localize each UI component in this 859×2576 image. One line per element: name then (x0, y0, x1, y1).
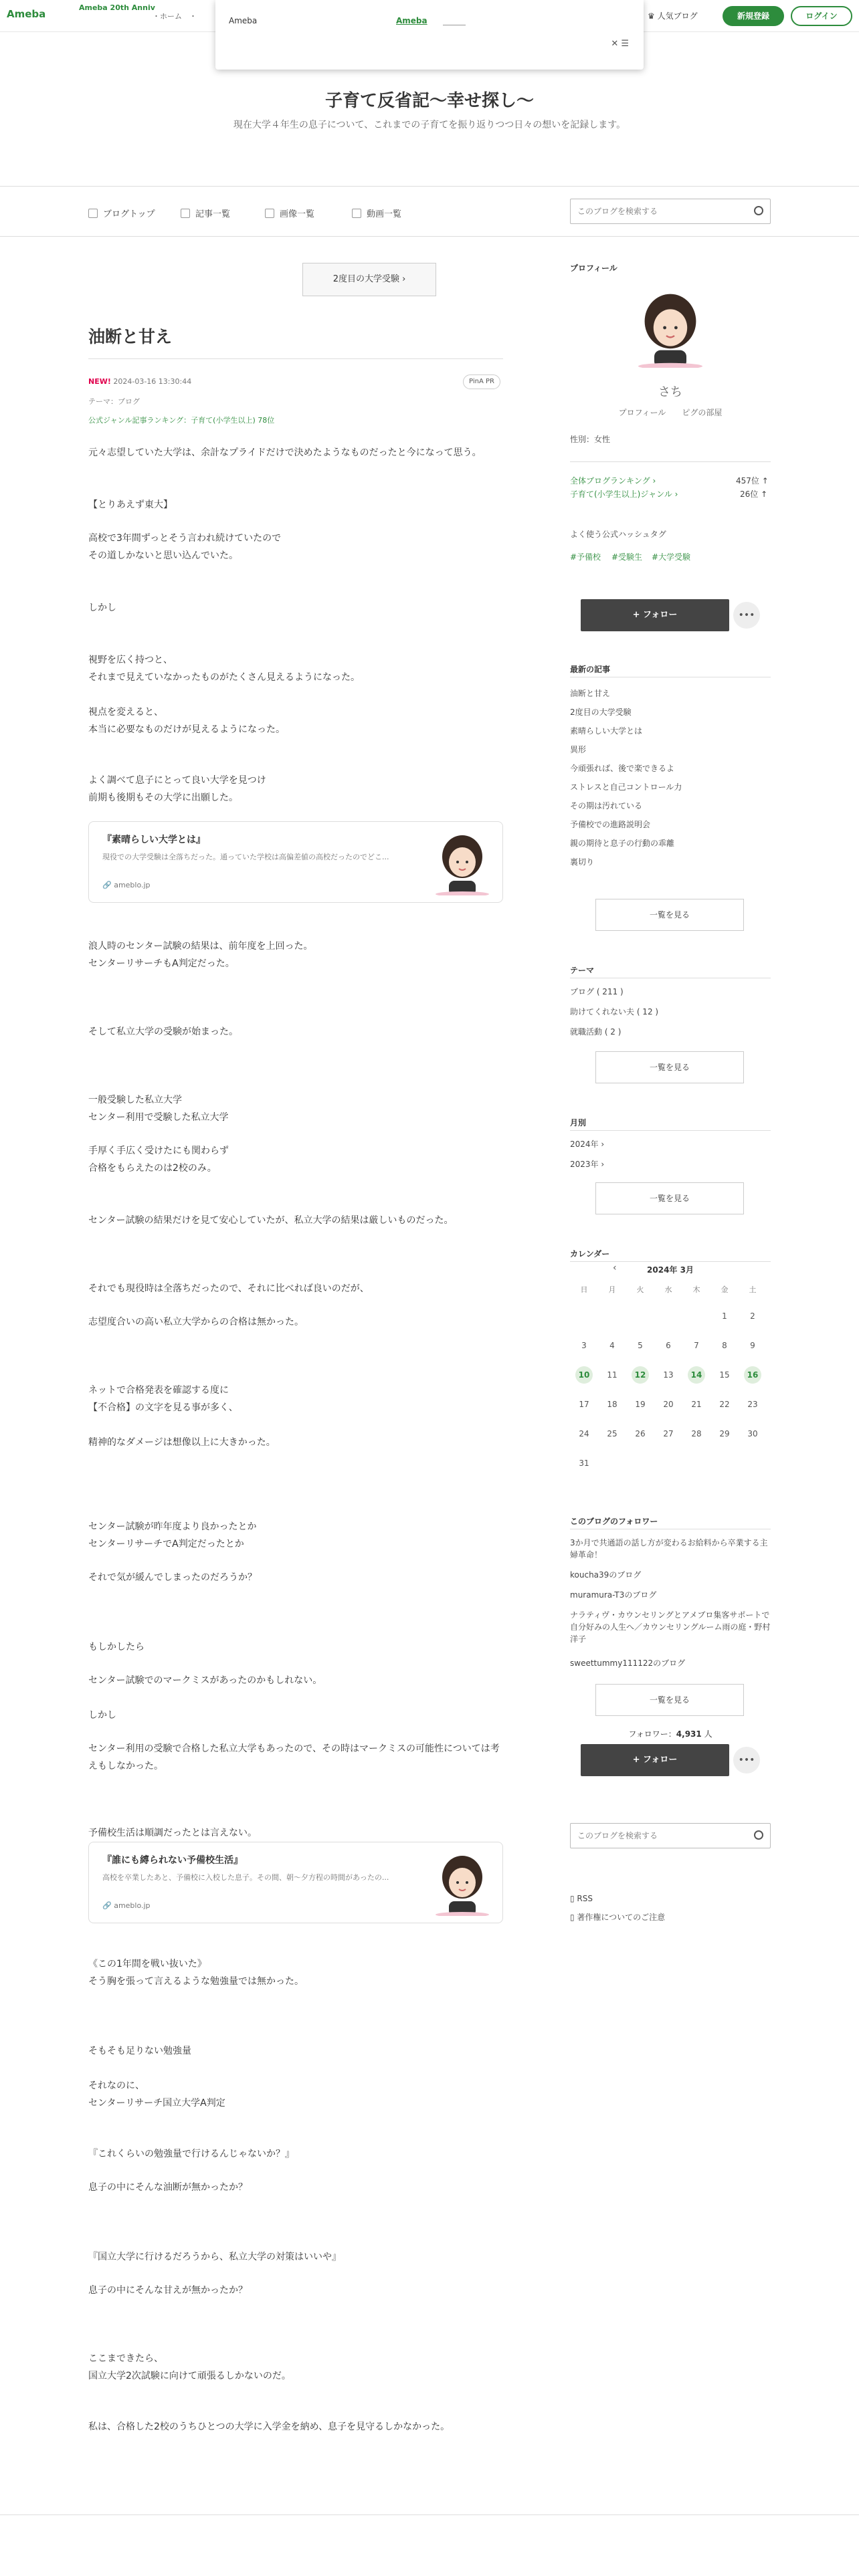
blog-title[interactable]: 子育て反省記〜幸せ探し〜 (324, 91, 534, 111)
calendar-day (654, 1448, 682, 1478)
profile-name[interactable]: さち (658, 385, 682, 399)
calendar-day: 19 (635, 1400, 646, 1409)
calendar-day: 21 (691, 1400, 702, 1409)
calendar-day: 29 (719, 1429, 730, 1438)
divider (88, 358, 503, 359)
latest-heading: 最新の記事 (570, 665, 611, 674)
nav-image-list[interactable]: 画像一覧 (265, 207, 314, 219)
prev-article-button[interactable]: 2度目の大学受験 › (302, 263, 436, 296)
ameba-20th-logo[interactable]: Ameba 20th Anniv (79, 3, 155, 12)
calendar-heading: カレンダー (570, 1249, 610, 1259)
paragraph: もしかしたら (88, 1642, 145, 1652)
calendar-day (682, 1448, 710, 1478)
paragraph: 《この1年間を戦い抜いた》 そう胸を張って言えるような勉強量では無かった。 (88, 1959, 304, 1987)
paragraph: そもそも足りない勉強量 (88, 2046, 191, 2056)
calendar-day: 22 (719, 1400, 730, 1409)
chevron-right-icon: › (402, 274, 406, 284)
paragraph: それで気が緩んでしまったのだろうか？ (88, 1572, 257, 1583)
login-button[interactable]: ログイン (791, 6, 852, 26)
room-link[interactable]: ピグの部屋 (682, 408, 723, 417)
footer-divider (0, 2514, 859, 2515)
theme-see-all-button[interactable]: 一覧を見る (595, 1051, 744, 1083)
latest-item[interactable]: 裏切り (570, 857, 595, 867)
paragraph: それなのに、 センターリサーチ国立大学A判定 (88, 2080, 225, 2109)
blog-card[interactable] (88, 1842, 503, 1923)
more-icon[interactable]: ••• (733, 602, 760, 629)
search-input[interactable] (571, 1824, 738, 1848)
paragraph: 『国立大学に行けるだろうから、私立大学の対策はいいや』 (88, 2252, 341, 2262)
card-title: 『素晴らしい大学とは』 (102, 835, 205, 845)
calendar-day: 6 (666, 1341, 671, 1350)
paragraph: 元々志望していた大学は、余計なプライドだけで決めたようなものだったと今になって思う。 (88, 447, 482, 458)
latest-item[interactable]: 今頑張れば、後で楽できるよ (570, 764, 675, 773)
follower-item[interactable]: muramura-T3のブログ (570, 1590, 657, 1600)
paragraph: 一般受験した私立大学 センター利用で受験した私立大学 (88, 1095, 229, 1123)
latest-item[interactable]: その期は汚れている (570, 801, 643, 811)
paragraph: 視点を変えると、 本当に必要なものだけが見えるようになった。 (88, 707, 285, 735)
calendar-day[interactable]: 14 (682, 1360, 710, 1390)
calendar-day: 27 (663, 1429, 674, 1438)
follow-button-bottom[interactable]: + フォロー (581, 1744, 729, 1776)
calendar-weekday: 月 (608, 1285, 616, 1294)
latest-item[interactable]: 親の期待と息子の行動の乖離 (570, 839, 675, 848)
calendar-day[interactable]: 10 (570, 1360, 598, 1390)
breadcrumb[interactable]: ・ホーム ・ (153, 12, 197, 21)
nav-video-list[interactable]: 動画一覧 (352, 207, 401, 219)
link-icon: 🔗 (102, 1901, 114, 1910)
paragraph: 手厚く手広く受けたにも関わらず 合格をもらえたのは2校のみ。 (88, 1146, 229, 1174)
calendar-day: 24 (579, 1429, 589, 1438)
calendar-day: 15 (719, 1370, 730, 1380)
rank-genre-link[interactable]: 子育て(小学生以上)ジャンル › (570, 490, 678, 499)
latest-see-all-button[interactable]: 一覧を見る (595, 899, 744, 931)
calendar-day: 25 (607, 1429, 617, 1438)
theme-item[interactable]: ブログ ( 211 ) (570, 987, 624, 996)
calendar-day: 26 (635, 1429, 646, 1438)
card-url: 🔗 ameblo.jp (102, 881, 151, 889)
nav-article-list[interactable]: 記事一覧 (181, 207, 230, 219)
calendar-day[interactable]: 16 (739, 1360, 767, 1390)
latest-item[interactable]: 素晴らしい大学とは (570, 726, 643, 736)
article-date: NEW! 2024-03-16 13:30:44 (88, 377, 192, 386)
calendar-weekday: 土 (749, 1285, 757, 1294)
paragraph: そして私立大学の受験が始まった。 (88, 1027, 238, 1037)
calendar-day: 5 (638, 1341, 643, 1350)
register-button[interactable]: 新規登録 (723, 6, 784, 26)
rss-link[interactable]: ▯ RSS (570, 1894, 593, 1903)
followers-see-all-button[interactable]: 一覧を見る (595, 1684, 744, 1716)
article-theme[interactable]: テーマ：ブログ (88, 397, 140, 406)
article-ranking: 公式ジャンル記事ランキング：子育て(小学生以上) 78位 (88, 416, 275, 425)
paragraph: 息子の中にそんな油断が無かったか？ (88, 2182, 248, 2193)
paragraph: ここまできたら、 国立大学2次試験に向けて頑張るしかないのだ。 (88, 2353, 291, 2381)
paragraph: センター試験の結果だけを見て安心していたが、私立大学の結果は厳しいものだった。 (88, 1215, 454, 1226)
calendar-day[interactable]: 12 (626, 1360, 654, 1390)
calendar-day: 17 (579, 1400, 589, 1409)
calendar-day: 11 (607, 1370, 617, 1380)
search-icon[interactable] (754, 206, 763, 215)
popup-label: Ameba (229, 16, 258, 25)
card-description: 高校を卒業したあと、予備校に入校した息子。その間、朝〜夕方程の時間があったの... (102, 1873, 389, 1882)
follower-item[interactable]: ナラティヴ・カウンセリングとアメブロ集客サポートで自分好みの人生へ／カウンセリングルーム雨の庭・野村洋子 (570, 1610, 771, 1644)
monthly-see-all-button[interactable]: 一覧を見る (595, 1182, 744, 1214)
paragraph: ネットで合格発表を確認する度に 【不合格】の文字を見る事が多く、 (88, 1385, 238, 1413)
popup-link[interactable]: Ameba (396, 16, 427, 25)
video-icon (352, 209, 361, 218)
follow-button[interactable]: + フォロー (581, 599, 729, 631)
paragraph: 高校で3年間ずっとそう言われ続けていたので その道しかないと思い込んでいた。 (88, 533, 282, 561)
paragraph: センター試験でのマークミスがあったのかもしれない。 (88, 1675, 322, 1686)
paragraph: よく調べて息子にとって良い大学を見つけ 前期も後期もその大学に出願した。 (88, 775, 266, 803)
close-icon[interactable]: ✕ ☰ (611, 39, 629, 49)
calendar-weekday: 日 (580, 1285, 588, 1294)
calendar-day: 13 (663, 1370, 674, 1380)
profile-gender: 性別：女性 (570, 435, 611, 444)
latest-item[interactable]: 異形 (570, 745, 587, 754)
paragraph: 予備校生活は順調だったとは言えない。 (88, 1828, 257, 1838)
followers-heading: このブログのフォロワー (570, 1517, 658, 1526)
theme-item[interactable]: 助けてくれない夫 ( 12 ) (570, 1007, 659, 1016)
paragraph: 精神的なダメージは想像以上に大きかった。 (88, 1437, 276, 1448)
calendar-month: 2024年 3月 (647, 1265, 694, 1275)
calendar-weekday: 木 (692, 1285, 700, 1294)
calendar-day (682, 1301, 710, 1331)
theme-heading: テーマ (570, 966, 595, 975)
calendar-day: 28 (691, 1429, 702, 1438)
calendar-day (598, 1301, 626, 1331)
profile-avatar[interactable] (630, 288, 710, 368)
calendar-day: 8 (722, 1341, 727, 1350)
theme-item[interactable]: 就職活動 ( 2 ) (570, 1027, 622, 1037)
link-icon: 🔗 (102, 881, 114, 889)
calendar (570, 1277, 767, 1478)
calendar-day (739, 1448, 767, 1478)
paragraph: 【とりあえず東大】 (88, 500, 173, 510)
image-icon (265, 209, 274, 218)
divider (570, 461, 771, 462)
calendar-weekday: 水 (664, 1285, 672, 1294)
profile-links (570, 407, 771, 418)
follower-item[interactable]: koucha39のブログ (570, 1570, 642, 1580)
paragraph: しかし (88, 1710, 116, 1721)
latest-item[interactable]: 2度目の大学受験 (570, 708, 632, 717)
month-item[interactable]: 2024年 › (570, 1140, 605, 1149)
calendar-day: 2 (750, 1311, 755, 1321)
calendar-day: 30 (747, 1429, 758, 1438)
ameba-logo[interactable]: Ameba (7, 8, 46, 20)
calendar-day: 7 (694, 1341, 699, 1350)
paragraph: 浪人時のセンター試験の結果は、前年度を上回った。 センターリサーチもA判定だった。 (88, 941, 313, 969)
follower-item[interactable]: sweettummy111122のブログ (570, 1658, 686, 1668)
monthly-heading: 月別 (570, 1118, 587, 1128)
chevron-left-icon[interactable]: ‹ (613, 1263, 617, 1273)
latest-item[interactable]: ストレスと自己コントロール力 (570, 782, 682, 792)
crown-icon: ♛ (648, 11, 658, 21)
pin-pr-badge[interactable]: PinA PR (463, 374, 500, 389)
blog-search[interactable] (570, 199, 771, 224)
calendar-day (598, 1448, 626, 1478)
calendar-day: 4 (609, 1341, 615, 1350)
latest-item[interactable]: 予備校での進路説明会 (570, 820, 651, 829)
hashtag-link[interactable]: #予備校 (570, 552, 601, 562)
chevron-right-icon: › (601, 1140, 605, 1149)
more-icon[interactable]: ••• (733, 1747, 760, 1774)
list-icon (181, 209, 190, 218)
blog-nav (0, 186, 859, 237)
paragraph: 『これくらいの勉強量で行けるんじゃないか？』 (88, 2149, 294, 2159)
rank-overall-value: 457位 ↑ (736, 476, 769, 486)
avatar (429, 829, 496, 895)
profile-link[interactable]: プロフィール (618, 408, 666, 417)
rank-overall-link[interactable]: 全体ブログランキング › (570, 476, 656, 486)
calendar-day: 18 (607, 1400, 617, 1409)
rss-icon: ▯ (570, 1894, 577, 1903)
hashtag-link[interactable]: #受験生 (611, 552, 643, 562)
article-title[interactable]: 油断と甘え (88, 327, 173, 346)
calendar-day: 3 (581, 1341, 587, 1350)
blog-description: 現在大学４年生の息子について、これまでの子育てを振り返りつつ日々の想いを記録します。 (233, 120, 626, 130)
paragraph: それでも現役時は全落ちだったので、それに比べれば良いのだが、 (88, 1283, 369, 1294)
calendar-day: 20 (663, 1400, 674, 1409)
card-url: 🔗 ameblo.jp (102, 1901, 151, 1910)
document-icon: ▯ (570, 1913, 577, 1922)
follower-item[interactable]: 3か月で共通語の話し方が変わるお給料から卒業する主婦革命！ (570, 1538, 768, 1560)
blog-card[interactable] (88, 821, 503, 903)
paragraph: センター利用の受験で合格した私立大学もあったので、その時はマークミスの可能性については考えもしなかった。 (88, 1743, 500, 1772)
calendar-day (710, 1448, 739, 1478)
calendar-day (570, 1301, 598, 1331)
sidebar-search[interactable] (570, 1823, 771, 1848)
hashtag-link[interactable]: #大学受験 (652, 552, 691, 562)
home-icon (88, 209, 98, 218)
divider (570, 1261, 771, 1262)
paragraph: 私は、合格した2校のうちひとつの大学に入学金を納め、息子を見守るしかなかった。 (88, 2422, 450, 2432)
calendar-weekday: 火 (636, 1285, 644, 1294)
rank-genre-value: 26位 ↑ (740, 490, 768, 499)
calendar-day: 9 (750, 1341, 755, 1350)
copyright-link[interactable]: ▯ 著作権についてのご注意 (570, 1913, 666, 1922)
paragraph: しかし (88, 603, 116, 613)
hashtag-heading: よく使う公式ハッシュタグ (570, 530, 666, 539)
calendar-day: 31 (579, 1459, 589, 1468)
search-input[interactable] (571, 199, 738, 223)
paragraph: 志望度合いの高い私立大学からの合格は無かった。 (88, 1317, 304, 1327)
search-icon[interactable] (754, 1830, 763, 1840)
profile-heading: プロフィール (570, 263, 617, 273)
month-item[interactable]: 2023年 › (570, 1160, 605, 1169)
calendar-day: 1 (722, 1311, 727, 1321)
latest-item[interactable]: 油断と甘え (570, 689, 611, 698)
card-title: 『誰にも縛られない予備校生活』 (102, 1855, 243, 1866)
popular-blog-link[interactable]: ♛ 人気ブログ (648, 11, 698, 21)
popup-underline (443, 16, 466, 25)
nav-blog-top[interactable]: ブログトップ (88, 207, 155, 219)
paragraph: 息子の中にそんな甘えが無かったか？ (88, 2285, 248, 2296)
paragraph: 視野を広く持つと、 それまで見えていなかったものがたくさん見えるようになった。 (88, 655, 360, 683)
calendar-day (626, 1301, 654, 1331)
avatar (429, 1849, 496, 1916)
chevron-right-icon: › (601, 1160, 605, 1169)
calendar-weekday: 金 (721, 1285, 729, 1294)
notification-popup (215, 0, 644, 70)
divider (570, 1130, 771, 1131)
paragraph: センター試験が昨年度より良かったとか センターリサーチでA判定だったとか (88, 1521, 257, 1549)
calendar-day (654, 1301, 682, 1331)
follower-count: フォロワー：4,931 人 (628, 1729, 712, 1739)
calendar-day: 23 (747, 1400, 758, 1409)
calendar-day (626, 1448, 654, 1478)
card-description: 現役での大学受験は全落ちだった。通っていた学校は高偏差値の高校だったのでどこ... (102, 853, 389, 861)
